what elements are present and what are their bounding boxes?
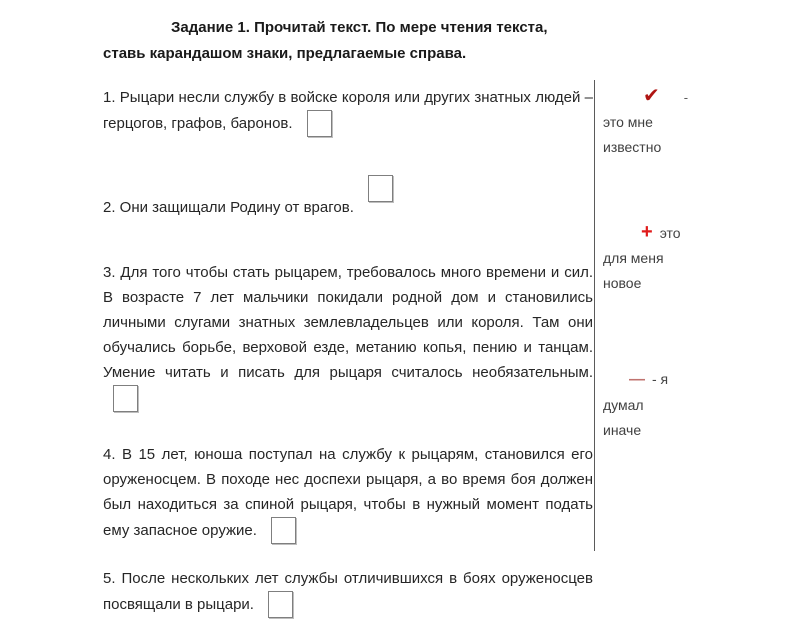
legend-item-new [603,218,793,296]
legend-item-thought-otherwise-label-line1: думал [603,397,644,413]
legend-item-new-label-line2: новое [603,275,642,291]
legend-item-new-symbol-row [603,218,793,246]
legend-item-new-inline-text: это [659,225,681,241]
legend-item-known-symbol-row [603,82,793,110]
dash-icon: — [629,371,645,388]
paragraph-1-text: 1. Рыцари несли службу в войске короля или других знатных людей – герцогов, графов, баронов. [103,89,593,132]
paragraph-3-text: 3. Для того чтобы стать рыцарем, требовалось много времени и сил. В возрасте 7 лет мальчики покидали родной дом и становились личными слугами знатных землевладельцев или короля. Там они обучались борьбе, верховой езде, метанию копья, пению и танцам. Умение читать и писать для рыцаря считалось необязательным. [103,264,593,381]
answer-box-5[interactable] [268,591,293,618]
legend-item-thought-otherwise-symbol-row [603,365,793,393]
paragraph-3 [103,260,593,412]
legend-item-new-label-line1: для меня [603,250,664,266]
paragraph-1 [103,85,593,137]
paragraph-2-text: 2. Они защищали Родину от врагов. [103,199,354,216]
answer-box-4[interactable] [271,517,296,544]
task-title: Задание 1. Прочитай текст. По мере чтения текста, ставь карандашом знаки, предлагаемые справа. [103,19,548,62]
answer-box-1[interactable] [307,110,332,137]
plus-icon: + [641,221,653,243]
check-icon: ✔ [643,85,660,107]
legend-item-known [603,82,793,160]
legend-item-thought-otherwise-label-line2: иначе [603,422,642,438]
legend-item-thought-otherwise [603,365,793,443]
margin-divider [594,80,595,551]
paragraph-5-text: 5. После нескольких лет службы отличившихся в боях оруженосцев посвящали в рыцари. [103,570,593,613]
paragraph-4 [103,442,593,544]
paragraph-4-text: 4. В 15 лет, юноша поступал на службу к рыцарям, становился его оруженосцем. В походе нес доспехи рыцаря, а во время боя должен был находиться за спиной рыцаря, чтобы в нужный момент подать ему запасное оружие. [103,446,593,539]
text-column [103,15,593,633]
legend-item-known-label-line1: это мне [603,114,653,130]
legend-item-known-label-line2: известно [603,139,662,155]
answer-box-3[interactable] [113,385,138,412]
answer-box-2[interactable] [368,175,393,202]
legend-item-known-inline-text: - [683,90,689,105]
paragraph-5 [103,566,593,618]
paragraph-2 [103,175,593,220]
legend-item-thought-otherwise-inline-text: - я [652,371,669,387]
